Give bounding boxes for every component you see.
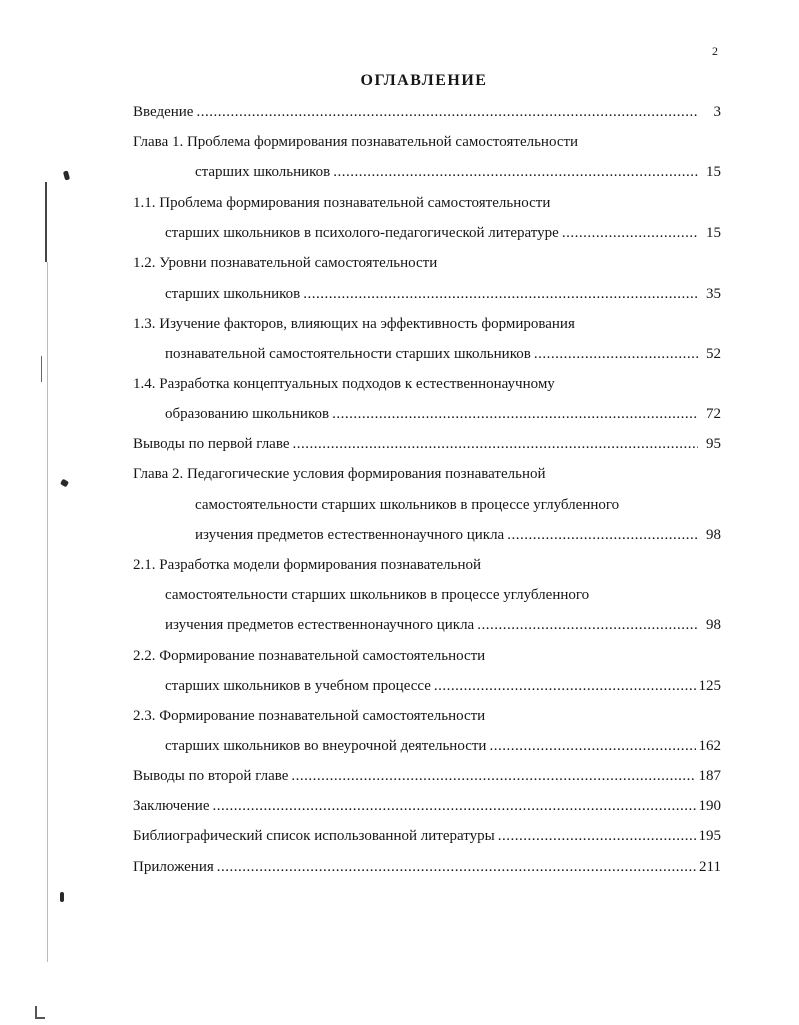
toc-entry-page: 95 [706, 436, 721, 452]
toc-leader-dots [434, 675, 696, 697]
toc-entry-bibliography[interactable] [133, 825, 721, 847]
toc-entry-conclusions-2[interactable] [133, 765, 721, 787]
toc-entry-1-4[interactable] [165, 403, 721, 425]
scan-artifact-line [41, 356, 42, 382]
toc-entry-page: 187 [698, 768, 721, 784]
toc-entry-page: 125 [698, 678, 721, 694]
toc-entry-1-4-title[interactable]: 1.4. Разработка концептуальных подходов к естественнонаучному [133, 376, 555, 392]
toc-entry-title: Выводы по первой главе [133, 436, 290, 452]
toc-entry-chapter-1[interactable] [195, 161, 721, 183]
scan-artifact-line [47, 262, 48, 962]
toc-entry-page: 98 [706, 527, 721, 543]
toc-entry-conclusions-1[interactable] [133, 433, 721, 455]
toc-entry-page: 195 [698, 828, 721, 844]
toc-entry-2-1-title-cont[interactable]: самостоятельности старших школьников в процессе углубленного [165, 587, 590, 603]
scan-artifact-line [45, 182, 47, 262]
toc-entry-page: 3 [713, 104, 721, 120]
toc-entry-page: 52 [706, 346, 721, 362]
toc-entry-1-3-title[interactable]: 1.3. Изучение факторов, влияющих на эффективность формирования [133, 316, 575, 332]
toc-entry-title: Библиографический список использованной литературы [133, 828, 495, 844]
toc-entry-title: Заключение [133, 798, 210, 814]
toc-entry-page: 15 [706, 225, 721, 241]
toc-entry-title: старших школьников [165, 286, 301, 302]
toc-entry-page: 35 [706, 286, 721, 302]
toc-leader-dots [303, 283, 698, 305]
toc-entry-conclusion[interactable] [133, 795, 721, 817]
toc-entry-1-1[interactable] [165, 222, 721, 244]
toc-entry-chapter-2-title-cont[interactable]: самостоятельности старших школьников в процессе углубленного [195, 497, 620, 513]
toc-entry-1-2-title[interactable]: 1.2. Уровни познавательной самостоятельности [133, 255, 438, 271]
toc-entry-page: 72 [706, 406, 721, 422]
toc-entry-appendices[interactable] [133, 856, 721, 878]
toc-entry-page: 15 [706, 164, 721, 180]
toc-entry-chapter-1-title[interactable]: Глава 1. Проблема формирования познавательной самостоятельности [133, 134, 579, 150]
toc-leader-dots [333, 161, 698, 183]
toc-entry-title: познавательной самостоятельности старших школьников [165, 346, 531, 362]
toc-entry-chapter-2[interactable] [195, 524, 721, 546]
toc-entry-1-3[interactable] [165, 343, 721, 365]
toc-leader-dots [291, 765, 695, 787]
toc-entry-2-2[interactable] [165, 675, 721, 697]
toc-entry-1-2[interactable] [165, 283, 721, 305]
scan-artifact-mark [35, 1017, 45, 1019]
toc-entry-introduction[interactable] [133, 101, 721, 123]
toc-entry-chapter-2-title[interactable]: Глава 2. Педагогические условия формирования познавательной [133, 466, 546, 482]
toc-leader-dots [498, 825, 696, 847]
toc-leader-dots [477, 614, 698, 636]
toc-entry-title: старших школьников [195, 164, 331, 180]
toc-entry-title: старших школьников в учебном процессе [165, 678, 431, 694]
toc-entry-title: изучения предметов естественнонаучного цикла [165, 617, 475, 633]
toc-leader-dots [489, 735, 695, 757]
toc-entry-title: изучения предметов естественнонаучного цикла [195, 527, 505, 543]
toc-entry-page: 211 [699, 859, 721, 875]
toc-entry-page: 162 [698, 738, 721, 754]
toc-entry-2-1[interactable] [165, 614, 721, 636]
toc-entry-2-3-title[interactable]: 2.3. Формирование познавательной самостоятельности [133, 708, 486, 724]
toc-entry-2-2-title[interactable]: 2.2. Формирование познавательной самостоятельности [133, 648, 486, 664]
toc-entry-2-1-title[interactable]: 2.1. Разработка модели формирования познавательной [133, 557, 482, 573]
toc-entry-title: старших школьников во внеурочной деятельности [165, 738, 487, 754]
toc-leader-dots [213, 795, 696, 817]
toc-leader-dots [196, 101, 698, 123]
toc-leader-dots [293, 433, 699, 455]
toc-title: ОГЛАВЛЕНИЕ [360, 72, 488, 89]
page-number: 2 [712, 44, 718, 58]
toc-entry-title: старших школьников в психолого-педагогической литературе [165, 225, 559, 241]
toc-entry-page: 98 [706, 617, 721, 633]
toc-leader-dots [562, 222, 698, 244]
toc-entry-title: Введение [133, 104, 194, 120]
toc-leader-dots [534, 343, 698, 365]
toc-leader-dots [332, 403, 698, 425]
toc-entry-title: Выводы по второй главе [133, 768, 289, 784]
toc-entry-1-1-title[interactable]: 1.1. Проблема формирования познавательной самостоятельности [133, 195, 551, 211]
toc-entry-title: образованию школьников [165, 406, 330, 422]
toc-leader-dots [507, 524, 698, 546]
toc-entry-page: 190 [698, 798, 721, 814]
toc-leader-dots [217, 856, 696, 878]
scan-artifact-mark [60, 892, 64, 902]
toc-entry-2-3[interactable] [165, 735, 721, 757]
toc-entry-title: Приложения [133, 859, 214, 875]
